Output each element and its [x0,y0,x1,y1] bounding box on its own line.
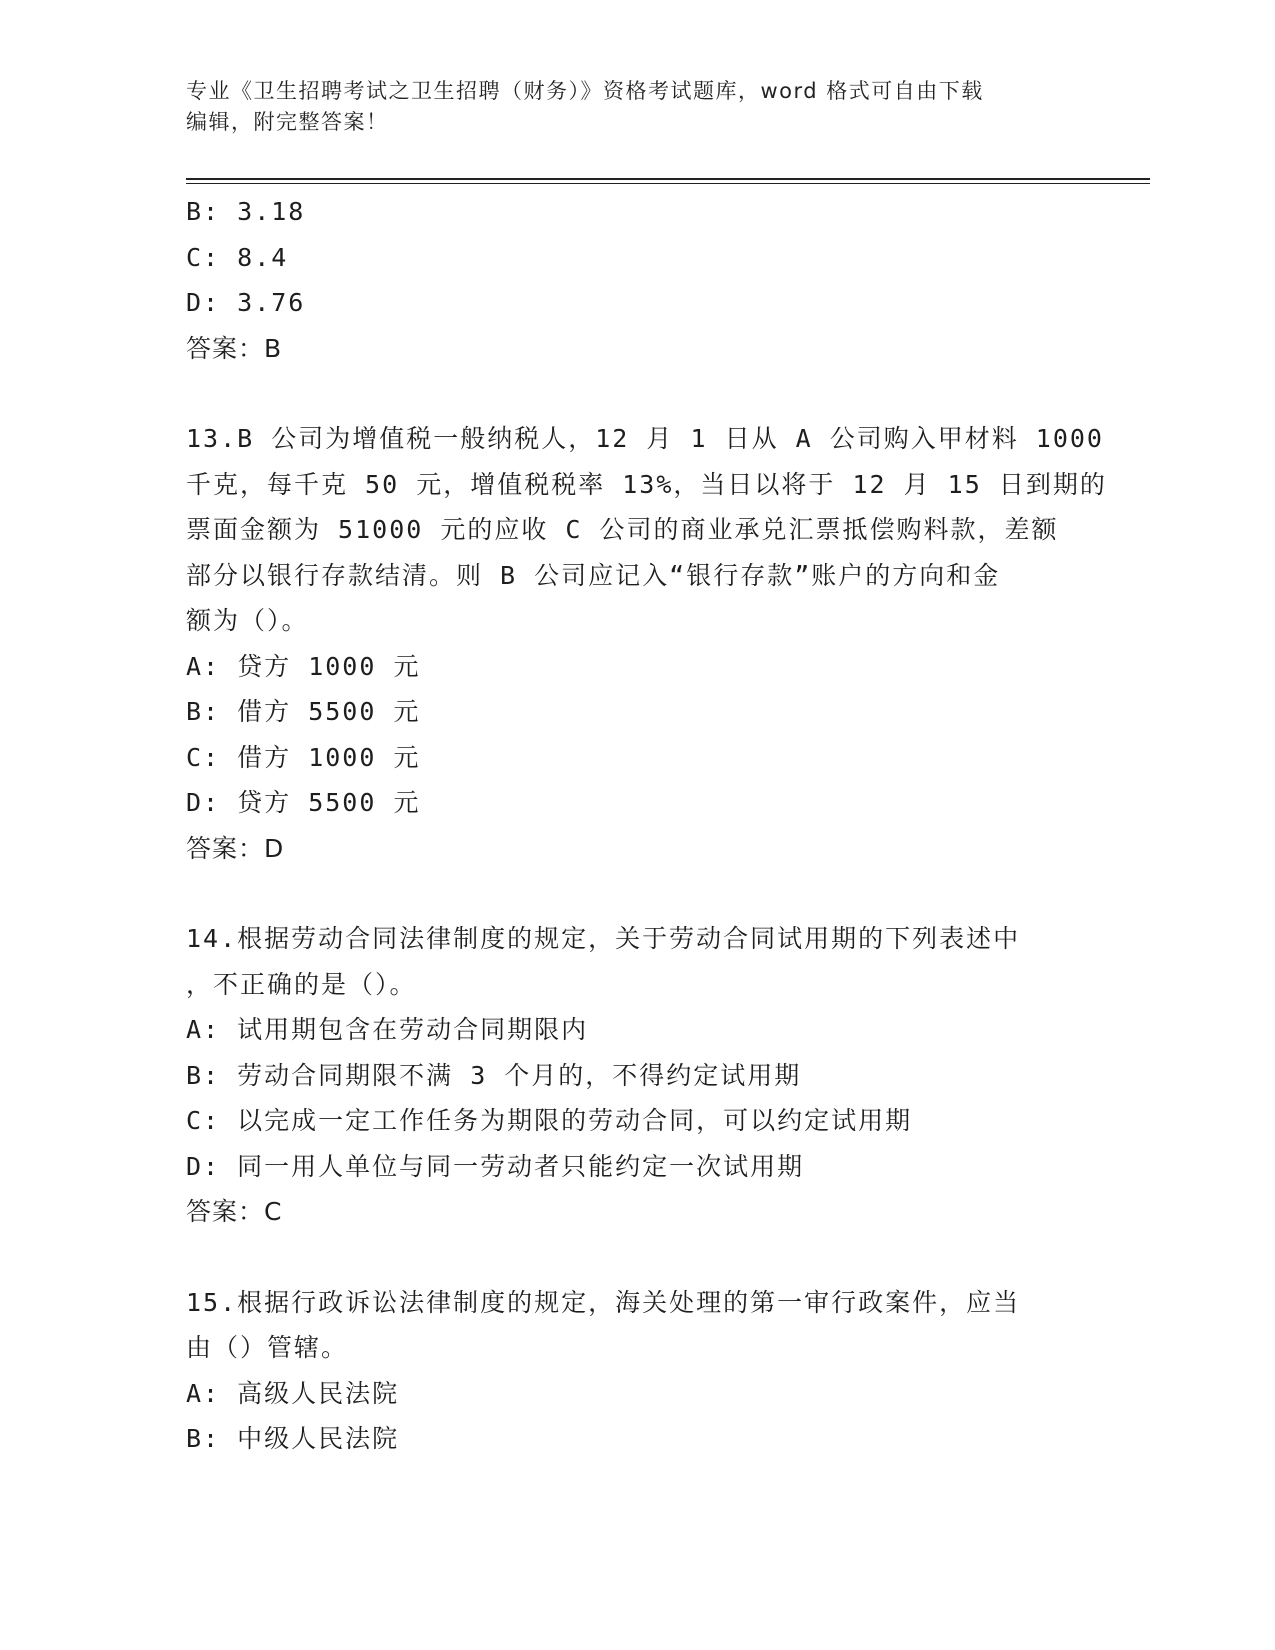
question-line: 千克，每千克 50 元，增值税税率 13%，当日以将于 12 月 15 日到期的 [186,469,1107,499]
header-line-2: 编辑，附完整答案！ [186,110,389,134]
question-line: 部分以银行存款结清。则 B 公司应记入“银行存款”账户的方向和金 [186,560,1001,590]
question-line: 票面金额为 51000 元的应收 C 公司的商业承兑汇票抵偿购料款，差额 [186,515,1059,544]
question-line: 13.B 公司为增值税一般纳税人，12 月 1 日从 A 公司购入甲材料 1000 [186,424,1104,453]
question-content [186,189,1107,1462]
option-a: A: 试用期包含在劳动合同期限内 [186,1015,589,1044]
option-a: A: 高级人民法院 [186,1378,400,1408]
question-text [186,416,1107,644]
option-c: C: 借方 1000 元 [186,742,421,772]
question-13 [186,416,1107,871]
option-b: B: 劳动合同期限不满 3 个月的，不得约定试用期 [186,1060,802,1090]
option-c: C: 8.4 [186,242,289,272]
question-line: 15.根据行政诉讼法律制度的规定，海关处理的第一审行政案件，应当 [186,1287,1021,1317]
question-line: ，不正确的是（）。 [186,969,417,999]
question-text [186,1280,1066,1371]
answer-label: 答案：C [186,1197,283,1226]
option-c: C: 以完成一定工作任务为期限的劳动合同，可以约定试用期 [186,1106,913,1135]
page-header [186,76,1066,138]
question-line: 额为（）。 [186,606,309,635]
option-b: B: 借方 5500 元 [186,697,421,726]
option-b: B: 3.18 [186,197,306,226]
answer-label: 答案：B [186,333,283,363]
question-line: 由（）管辖。 [186,1333,349,1362]
header-rule-thin [186,183,1150,184]
option-d: D: 3.76 [186,288,306,317]
header-line-1: 专业《卫生招聘考试之卫生招聘（财务）》资格考试题库，word 格式可自由下载 [186,79,984,103]
option-b: B: 中级人民法院 [186,1424,400,1453]
question-line: 14.根据劳动合同法律制度的规定，关于劳动合同试用期的下列表述中 [186,924,1021,953]
option-d: D: 同一用人单位与同一劳动者只能约定一次试用期 [186,1151,805,1181]
answer-label: 答案：D [186,833,285,863]
question-14 [186,916,1086,1235]
option-d: D: 贷方 5500 元 [186,788,421,817]
option-a: A: 贷方 1000 元 [186,651,421,681]
header-rule-thick [186,178,1150,180]
prev-question-block [186,189,1086,371]
question-15 [186,1280,1086,1462]
question-text [186,916,1066,1007]
